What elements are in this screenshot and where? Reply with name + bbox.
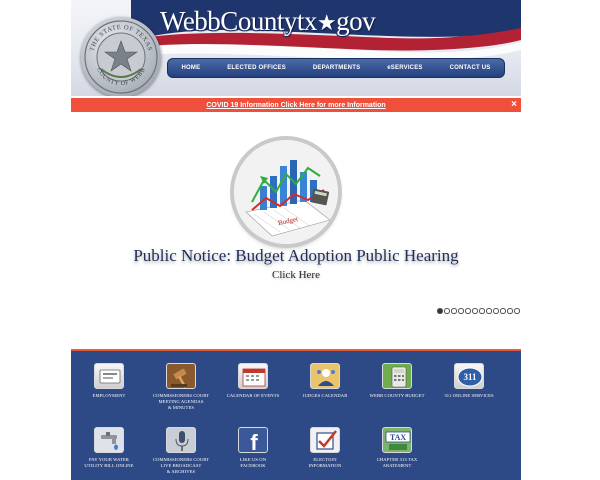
- service-employment[interactable]: [73, 363, 145, 399]
- site-title-text: WebbCountytx: [160, 6, 317, 36]
- slide-image-label: Budget: [277, 215, 299, 228]
- nav-contact-us[interactable]: CONTACT US: [449, 65, 491, 71]
- judges-icon: [310, 363, 340, 389]
- slide-image[interactable]: [234, 140, 338, 244]
- service-commissioners-court-agendas[interactable]: [145, 363, 217, 411]
- service-pay-water-bill[interactable]: [73, 427, 145, 469]
- budget-calculator-icon: [382, 363, 412, 389]
- service-label: JUDGES CALENDAR: [302, 393, 348, 398]
- slider-dot[interactable]: [458, 308, 464, 314]
- seal-top-text: THE STATE OF TEXAS: [88, 23, 154, 52]
- title-star-icon: ★: [316, 10, 337, 35]
- slide-click-here-link[interactable]: Click Here: [272, 269, 320, 281]
- close-icon[interactable]: ×: [511, 99, 517, 110]
- service-label: CHAPTER 313 TAX ABATEMENT: [376, 457, 418, 468]
- service-facebook[interactable]: [217, 427, 289, 469]
- svg-text:f: f: [250, 430, 258, 453]
- covid-alert-bar: [71, 98, 521, 112]
- slider-dot[interactable]: [444, 308, 450, 314]
- svg-text:TAX: TAX: [389, 433, 407, 442]
- covid-info-link[interactable]: COVID 19 Information Click Here for more Information: [206, 101, 386, 109]
- employment-icon: [94, 363, 124, 389]
- nav-departments[interactable]: DEPARTMENTS: [312, 65, 361, 71]
- site-title-suffix: gov: [336, 6, 376, 36]
- seal-bottom-text: COUNTY OF WEBB: [95, 67, 147, 88]
- slide-title[interactable]: Public Notice: Budget Adoption Public Hearing: [133, 246, 459, 265]
- service-election-information[interactable]: [289, 427, 361, 469]
- slider-dot[interactable]: [507, 308, 513, 314]
- service-311-online[interactable]: [433, 363, 505, 399]
- service-label: COMMISSIONERS COURT MEETING AGENDAS & MINUTES: [152, 393, 210, 410]
- tax-icon: [382, 427, 412, 453]
- slider-dot[interactable]: [451, 308, 457, 314]
- site-title[interactable]: [160, 6, 375, 40]
- service-label: PAY YOUR WATER UTILITY BILL ONLINE: [84, 457, 134, 468]
- service-label: 311 ONLINE SERVICES: [444, 393, 494, 398]
- hero-slider: [71, 116, 521, 342]
- services-panel: [71, 349, 521, 480]
- service-label: EMPLOYMENT: [92, 393, 126, 398]
- county-seal[interactable]: [81, 17, 161, 96]
- slider-dot[interactable]: [486, 308, 492, 314]
- service-label: CALENDAR OF EVENTS: [226, 393, 280, 398]
- slider-dot[interactable]: [493, 308, 499, 314]
- slider-dot[interactable]: [437, 308, 443, 314]
- nav-eservices[interactable]: eSERVICES: [387, 65, 423, 71]
- water-faucet-icon: [94, 427, 124, 453]
- slider-dot[interactable]: [500, 308, 506, 314]
- microphone-icon: [166, 427, 196, 453]
- calendar-icon: [238, 363, 268, 389]
- seal-star-icon: [81, 17, 161, 96]
- svg-text:311: 311: [463, 372, 477, 382]
- service-calendar-of-events[interactable]: [217, 363, 289, 399]
- service-label: ELECTION INFORMATION: [308, 457, 342, 468]
- facebook-icon: [238, 427, 268, 453]
- nav-home[interactable]: HOME: [181, 65, 201, 71]
- service-commissioners-court-broadcast[interactable]: [145, 427, 217, 475]
- service-label: COMMISSIONERS COURT LIVE BROADCAST & ARCHIVES: [152, 457, 210, 474]
- slider-dot[interactable]: [465, 308, 471, 314]
- service-judges-calendar[interactable]: [289, 363, 361, 399]
- gavel-icon: [166, 363, 196, 389]
- service-label: WEBB COUNTY BUDGET: [369, 393, 425, 398]
- slider-dot[interactable]: [514, 308, 520, 314]
- service-tax-abatement[interactable]: [361, 427, 433, 469]
- slider-pagination: [437, 308, 520, 314]
- site-header: [71, 0, 521, 96]
- main-nav: [167, 58, 505, 78]
- slider-dot[interactable]: [472, 308, 478, 314]
- nav-elected-offices[interactable]: ELECTED OFFICES: [227, 65, 286, 71]
- service-label: LIKE US ON FACEBOOK: [239, 457, 267, 468]
- slider-dot[interactable]: [479, 308, 485, 314]
- 311-icon: [454, 363, 484, 389]
- election-checkbox-icon: [310, 427, 340, 453]
- service-webb-county-budget[interactable]: [361, 363, 433, 399]
- budget-chart-illustration-icon: [234, 140, 338, 244]
